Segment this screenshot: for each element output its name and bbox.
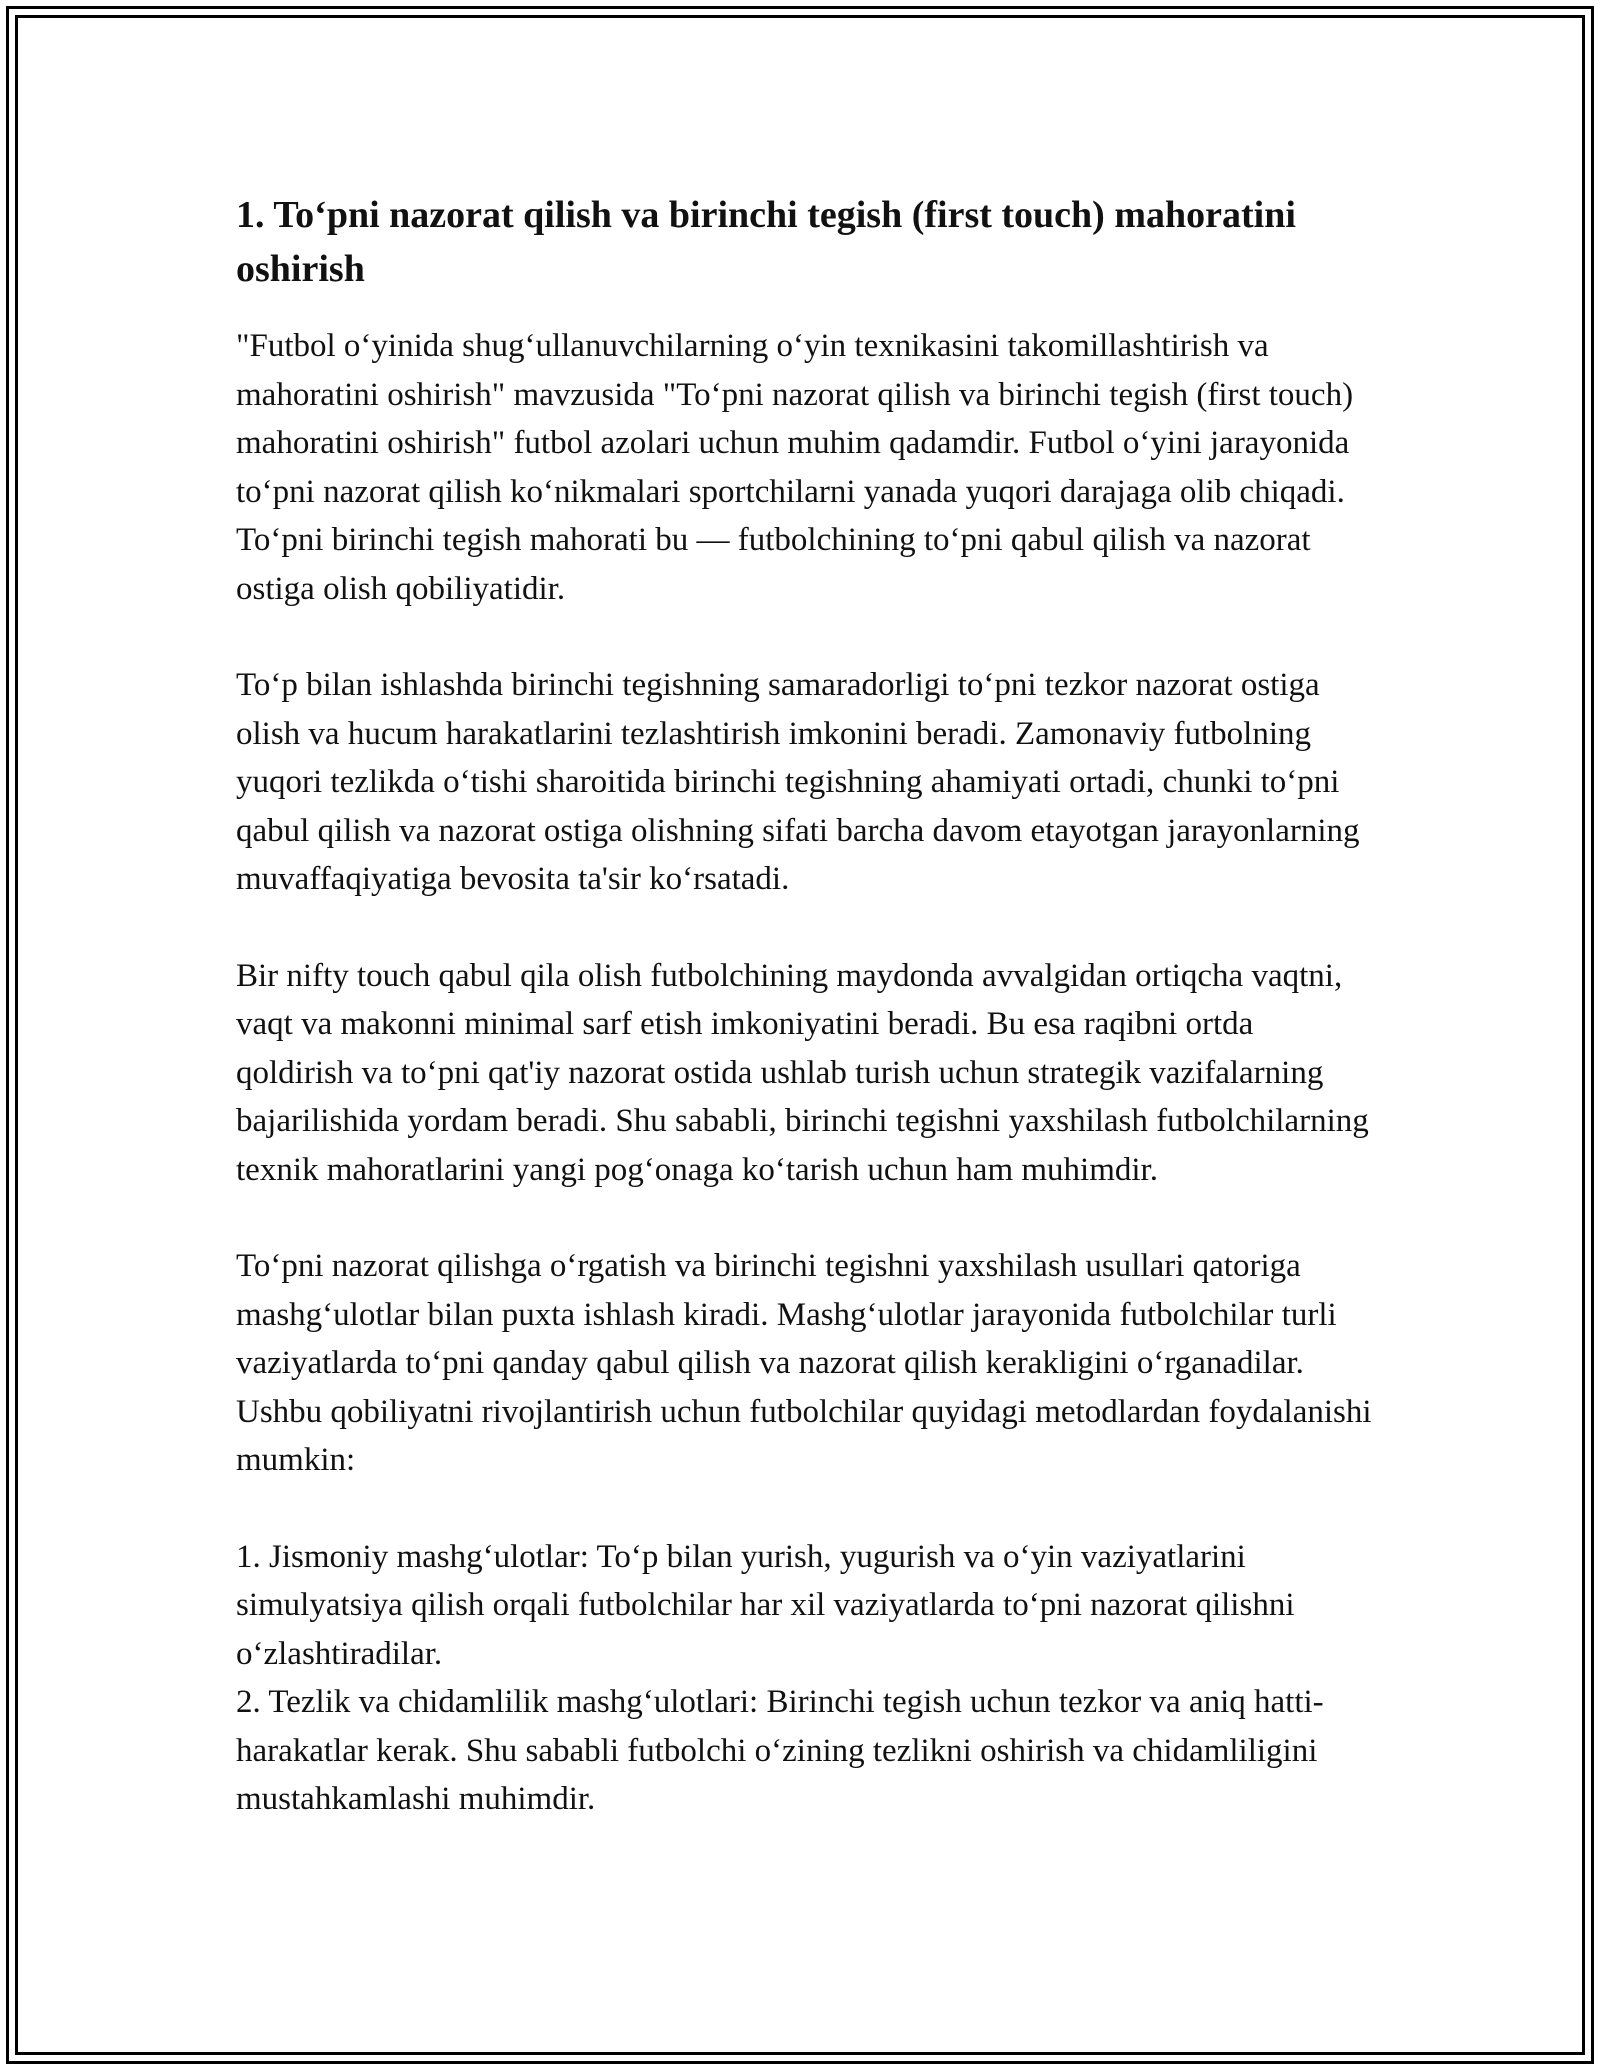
paragraph-first-touch-efficiency: To‘p bilan ishlashda birinchi tegishning samaradorligi to‘pni tezkor nazorat ostiga olish va hucum harakatlarini tezlashtirish imkonini beradi. Zamonaviy futbolning yuqori tezlikda o‘tishi sharoitida birinchi tegishning ahamiyati ortadi, chunki to‘pni qabul qilish va nazorat ostiga olishning sifati barcha davom etayotgan jarayonlarning muvaffaqiyatiga bevosita ta'sir ko‘rsatadi.	[236, 667, 1360, 897]
paragraph-nifty-touch: Bir nifty touch qabul qila olish futbolchining maydonda avvalgidan ortiqcha vaqtni, vaqt va makonni minimal sarf etish imkoniyatini beradi. Bu esa raqibni ortda qoldirish va to‘pni qat'iy nazorat ostida ushlab turish uchun strategik vazifalarning bajarilishida yordam beradi. Shu sababli, birinchi tegishni yaxshilash futbolchilarning texnik mahoratlarini yangi pog‘onaga ko‘tarish uchun ham muhimdir.	[236, 957, 1369, 1188]
list-item: 1. Jismoniy mashg‘ulotlar: To‘p bilan yurish, yugurish va o‘yin vaziyatlarini simulyatsiya qilish orqali futbolchilar har xil vaziyatlarda to‘pni nazorat qilishni o‘zlashtiradilar.	[236, 1538, 1295, 1672]
methods-list	[236, 1533, 1376, 1824]
paragraph-intro: "Futbol o‘yinida shug‘ullanuvchilarning o‘yin texnikasini takomillashtirish va mahoratini oshirish" mavzusida "To‘pni nazorat qilish va birinchi tegish (first touch) mahoratini oshirish" futbol azolari uchun muhim qadamdir. Futbol o‘yini jarayonida to‘pni nazorat qilish ko‘nikmalari sportchilarni yanada yuqori darajaga olib chiqadi. To‘pni birinchi tegish mahorati bu — futbolchining to‘pni qabul qilish va nazorat ostiga olish qobiliyatidir.	[236, 328, 1354, 607]
list-item: 2. Tezlik va chidamlilik mashg‘ulotlari: Birinchi tegish uchun tezkor va aniq hatti-harakatlar kerak. Shu sababli futbolchi o‘zining tezlikni oshirish va chidamliligini mustahkamlashi muhimdir.	[236, 1684, 1324, 1817]
document-body	[236, 188, 1376, 1824]
section-heading: 1. To‘pni nazorat qilish va birinchi tegish (first touch) mahoratini oshirish	[236, 194, 1296, 290]
paragraph-training-methods: To‘pni nazorat qilishga o‘rgatish va birinchi tegishni yaxshilash usullari qatoriga mashg‘ulotlar bilan puxta ishlash kiradi. Mashg‘ulotlar jarayonida futbolchilar turli vaziyatlarda to‘pni qanday qabul qilish va nazorat qilish kerakligini o‘rganadilar. Ushbu qobiliyatni rivojlantirish uchun futbolchilar quyidagi metodlardan foydalanishi mumkin:	[236, 1248, 1372, 1478]
